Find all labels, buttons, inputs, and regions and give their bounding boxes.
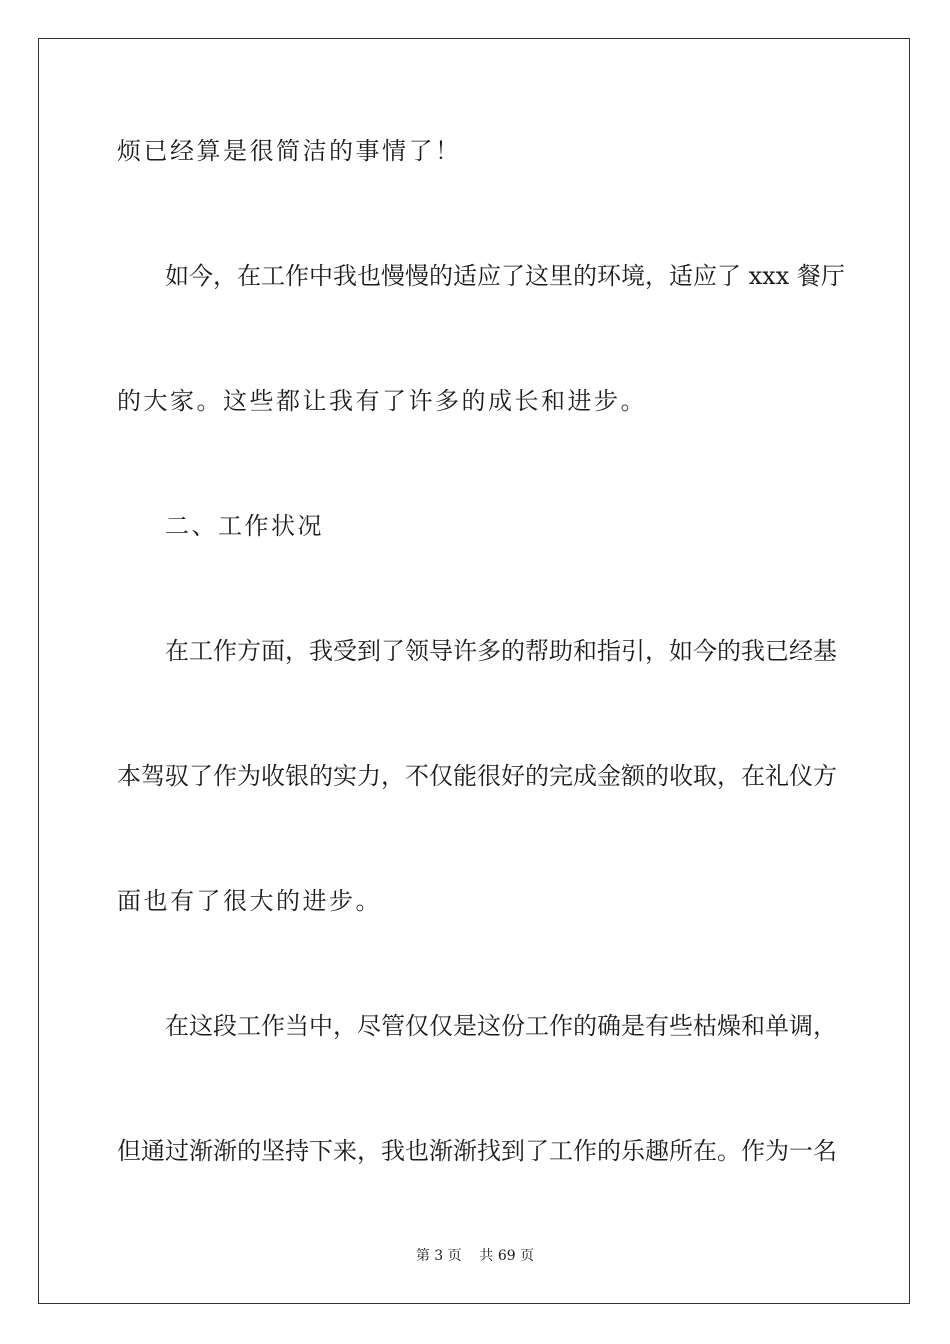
paragraph-line-3: 的大家。这些都让我有了许多的成长和进步。 [117,387,647,415]
text-line-1: 烦已经算是很简洁的事情了！ [117,137,462,165]
paragraph-line-7: 面也有了很大的进步。 [117,887,382,915]
paragraph-line-8: 在这段工作当中，尽管仅仅是这份工作的确是有些枯燥和单调， [165,1012,837,1040]
page-number-footer: 第 3 页 共 69 页 [415,1248,535,1264]
paragraph-line-5: 在工作方面，我受到了领导许多的帮助和指引，如今的我已经基 [165,637,837,665]
paragraph-line-9: 但通过渐渐的坚持下来，我也渐渐找到了工作的乐趣所在。作为一名 [117,1137,837,1165]
page-border [38,38,910,1304]
paragraph-line-2: 如今，在工作中我也慢慢的适应了这里的环境，适应了 xxx 餐厅 [165,262,845,290]
paragraph-line-6: 本驾驭了作为收银的实力，不仅能很好的完成金额的收取，在礼仪方 [117,762,837,790]
section-heading: 二、工作状况 [165,512,324,540]
